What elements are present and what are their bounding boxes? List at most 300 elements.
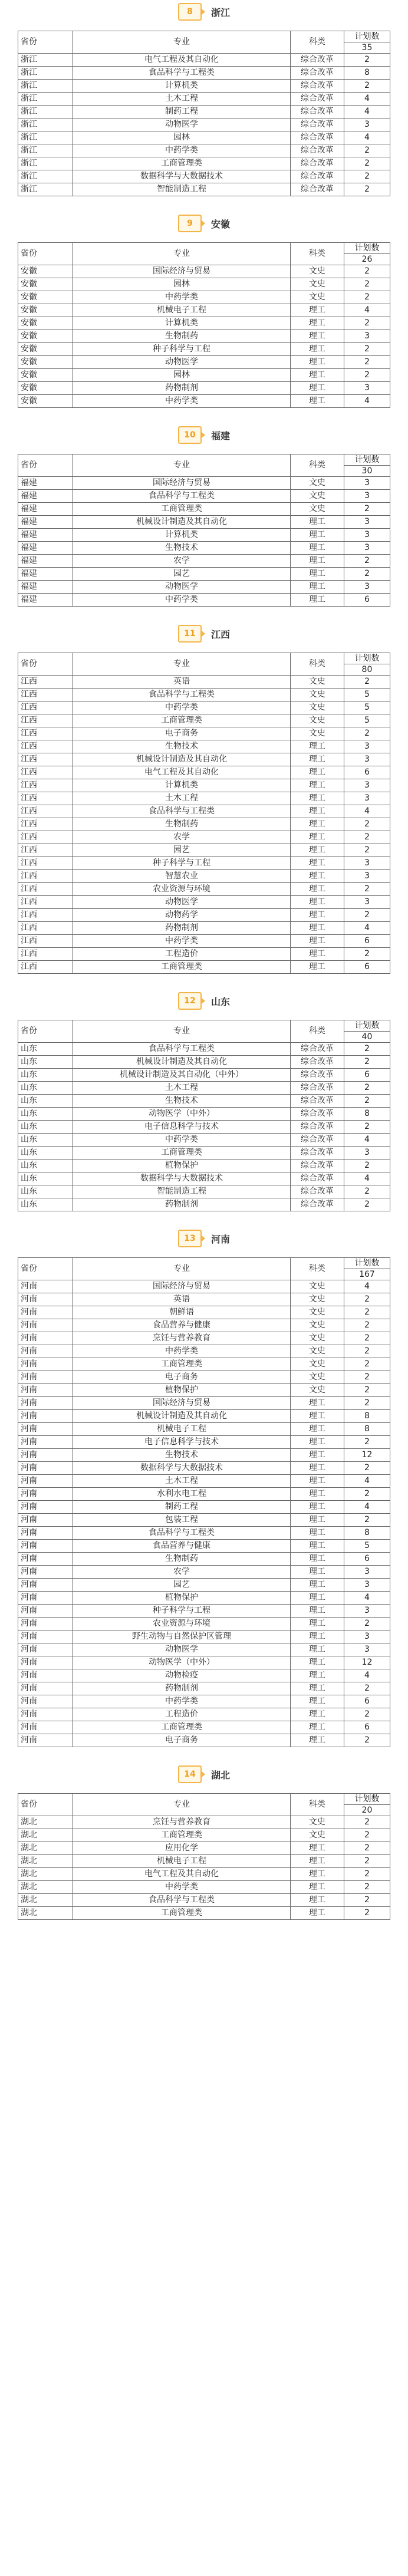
cell-major: 动物医学 <box>73 1643 291 1656</box>
table-row <box>18 93 390 106</box>
cell-plan: 4 <box>344 1134 390 1147</box>
cell-major: 电气工程及其自动化 <box>73 54 291 67</box>
cell-category: 综合改革 <box>290 1159 344 1172</box>
cell-province: 山东 <box>18 1056 73 1069</box>
cell-major: 机械设计制造及其自动化 <box>73 1410 291 1423</box>
cell-plan: 6 <box>344 935 390 948</box>
table-row <box>18 1829 390 1842</box>
cell-province: 河南 <box>18 1605 73 1618</box>
cell-category: 理工 <box>290 317 344 330</box>
cell-category: 理工 <box>290 1462 344 1475</box>
cell-major: 工商管理类 <box>73 714 291 727</box>
cell-plan: 2 <box>344 1734 390 1747</box>
cell-province: 河南 <box>18 1436 73 1449</box>
table-row <box>18 1695 390 1708</box>
cell-major: 机械电子工程 <box>73 304 291 317</box>
table-row <box>18 1319 390 1332</box>
table-row <box>18 369 390 382</box>
cell-category: 理工 <box>290 740 344 753</box>
cell-plan: 2 <box>344 1829 390 1842</box>
cell-province: 河南 <box>18 1293 73 1306</box>
cell-category: 文史 <box>290 503 344 516</box>
cell-category: 理工 <box>290 529 344 542</box>
cell-category: 理工 <box>290 1501 344 1514</box>
cell-major: 烹饪与营养教育 <box>73 1816 291 1829</box>
table-row <box>18 831 390 844</box>
cell-plan: 8 <box>344 67 390 80</box>
cell-province: 湖北 <box>18 1842 73 1855</box>
cell-province: 福建 <box>18 581 73 594</box>
cell-major: 机械设计制造及其自动化 <box>73 516 291 529</box>
cell-major: 土木工程 <box>73 1475 291 1488</box>
cell-category: 文史 <box>290 676 344 689</box>
cell-plan: 4 <box>344 304 390 317</box>
cell-plan: 6 <box>344 594 390 607</box>
cell-category: 理工 <box>290 1656 344 1669</box>
plan-table <box>18 242 390 408</box>
cell-plan: 2 <box>344 1185 390 1198</box>
cell-province: 江西 <box>18 896 73 909</box>
plan-table <box>18 454 390 607</box>
cell-category: 理工 <box>290 1695 344 1708</box>
cell-plan: 2 <box>344 343 390 356</box>
cell-major: 食品科学与工程类 <box>73 67 291 80</box>
cell-category: 理工 <box>290 1592 344 1605</box>
table-row <box>18 516 390 529</box>
cell-category: 理工 <box>290 395 344 408</box>
cell-major: 智能制造工程 <box>73 183 291 196</box>
cell-province: 河南 <box>18 1371 73 1384</box>
cell-category: 理工 <box>290 753 344 766</box>
cell-major: 土木工程 <box>73 1082 291 1095</box>
cell-category: 理工 <box>290 1540 344 1553</box>
table-row <box>18 818 390 831</box>
cell-major: 工程造价 <box>73 948 291 961</box>
table-row <box>18 291 390 304</box>
header-category: 科类 <box>290 31 344 54</box>
cell-major: 食品科学与工程类 <box>73 1527 291 1540</box>
cell-category: 文史 <box>290 701 344 714</box>
cell-province: 江西 <box>18 792 73 805</box>
cell-category: 理工 <box>290 1894 344 1907</box>
cell-category: 综合改革 <box>290 106 344 118</box>
table-row <box>18 1566 390 1579</box>
cell-major: 食品营养与健康 <box>73 1540 291 1553</box>
table-row <box>18 1423 390 1436</box>
table-row <box>18 857 390 870</box>
section-title <box>0 622 408 645</box>
table-row <box>18 1332 390 1345</box>
cell-major: 食品科学与工程类 <box>73 689 291 701</box>
cell-plan: 2 <box>344 265 390 278</box>
table-row <box>18 922 390 935</box>
cell-category: 理工 <box>290 922 344 935</box>
header-plan-label: 计划数 <box>344 1258 390 1269</box>
cell-major: 生物制药 <box>73 818 291 831</box>
cell-category: 理工 <box>290 542 344 555</box>
cell-category: 文史 <box>290 1332 344 1345</box>
cell-plan: 2 <box>344 170 390 183</box>
cell-plan: 3 <box>344 330 390 343</box>
cell-major: 农业资源与环境 <box>73 1618 291 1630</box>
cell-category: 理工 <box>290 382 344 395</box>
table-row <box>18 1043 390 1056</box>
cell-category: 理工 <box>290 330 344 343</box>
cell-province: 山东 <box>18 1121 73 1134</box>
cell-category: 综合改革 <box>290 80 344 93</box>
cell-major: 国际经济与贸易 <box>73 1280 291 1293</box>
cell-plan: 2 <box>344 1319 390 1332</box>
table-row <box>18 67 390 80</box>
cell-major: 食品科学与工程类 <box>73 1043 291 1056</box>
cell-category: 综合改革 <box>290 183 344 196</box>
cell-province: 河南 <box>18 1527 73 1540</box>
table-row <box>18 1514 390 1527</box>
cell-plan: 3 <box>344 477 390 490</box>
cell-plan: 3 <box>344 382 390 395</box>
cell-plan: 4 <box>344 1172 390 1185</box>
header-plan-label: 计划数 <box>344 1020 390 1032</box>
cell-major: 工商管理类 <box>73 1147 291 1159</box>
cell-province: 山东 <box>18 1185 73 1198</box>
cell-plan: 2 <box>344 555 390 568</box>
cell-category: 理工 <box>290 369 344 382</box>
cell-major: 数据科学与大数据技术 <box>73 1172 291 1185</box>
cell-category: 理工 <box>290 1514 344 1527</box>
cell-category: 综合改革 <box>290 118 344 131</box>
cell-plan: 12 <box>344 1449 390 1462</box>
table-row <box>18 1682 390 1695</box>
plan-total: 40 <box>361 1032 373 1042</box>
cell-province: 河南 <box>18 1540 73 1553</box>
table-row <box>18 805 390 818</box>
cell-province: 福建 <box>18 503 73 516</box>
cell-province: 浙江 <box>18 157 73 170</box>
cell-province: 江西 <box>18 831 73 844</box>
cell-category: 文史 <box>290 1280 344 1293</box>
header-plan <box>344 31 390 54</box>
cell-major: 土木工程 <box>73 93 291 106</box>
cell-category: 理工 <box>290 1868 344 1881</box>
cell-plan: 4 <box>344 1592 390 1605</box>
cell-province: 河南 <box>18 1345 73 1358</box>
cell-plan: 2 <box>344 1855 390 1868</box>
cell-major: 中药学类 <box>73 1134 291 1147</box>
cell-plan: 4 <box>344 922 390 935</box>
cell-major: 动物医学 <box>73 581 291 594</box>
cell-plan: 2 <box>344 1306 390 1319</box>
cell-province: 江西 <box>18 753 73 766</box>
cell-plan: 3 <box>344 870 390 883</box>
table-row <box>18 1108 390 1121</box>
cell-province: 山东 <box>18 1172 73 1185</box>
cell-category: 理工 <box>290 831 344 844</box>
cell-major: 中药学类 <box>73 1881 291 1894</box>
section-number-badge: 11 <box>178 625 202 643</box>
cell-category: 文史 <box>290 1293 344 1306</box>
table-row <box>18 1462 390 1475</box>
header-plan-label: 计划数 <box>344 1794 390 1805</box>
section-title <box>0 1763 408 1786</box>
cell-plan: 2 <box>344 1345 390 1358</box>
cell-plan: 2 <box>344 831 390 844</box>
cell-province: 江西 <box>18 766 73 779</box>
cell-province: 河南 <box>18 1397 73 1410</box>
cell-plan: 2 <box>344 1868 390 1881</box>
cell-province: 湖北 <box>18 1816 73 1829</box>
table-row <box>18 1082 390 1095</box>
section-title <box>0 0 408 24</box>
province-section <box>0 423 408 607</box>
cell-province: 河南 <box>18 1630 73 1643</box>
header-province: 省份 <box>18 653 73 676</box>
cell-major: 中药学类 <box>73 144 291 157</box>
section-title <box>0 212 408 235</box>
cell-category: 综合改革 <box>290 93 344 106</box>
cell-province: 江西 <box>18 948 73 961</box>
table-row <box>18 503 390 516</box>
cell-major: 动物医学 <box>73 896 291 909</box>
cell-province: 浙江 <box>18 118 73 131</box>
cell-province: 河南 <box>18 1618 73 1630</box>
cell-province: 河南 <box>18 1280 73 1293</box>
header-category: 科类 <box>290 1020 344 1043</box>
table-row <box>18 948 390 961</box>
section-province-name: 福建 <box>210 430 230 442</box>
table-row <box>18 883 390 896</box>
cell-plan: 2 <box>344 1332 390 1345</box>
table-row <box>18 1669 390 1682</box>
cell-major: 农学 <box>73 1566 291 1579</box>
plan-table <box>18 1020 390 1211</box>
cell-plan: 2 <box>344 1514 390 1527</box>
cell-major: 中药学类 <box>73 1345 291 1358</box>
cell-major: 工商管理类 <box>73 961 291 974</box>
cell-province: 浙江 <box>18 131 73 144</box>
province-section <box>0 1227 408 1747</box>
table-row <box>18 1056 390 1069</box>
cell-plan: 3 <box>344 542 390 555</box>
cell-plan: 2 <box>344 1894 390 1907</box>
cell-plan: 2 <box>344 1436 390 1449</box>
cell-plan: 3 <box>344 779 390 792</box>
cell-major: 园艺 <box>73 568 291 581</box>
cell-category: 综合改革 <box>290 54 344 67</box>
table-row <box>18 676 390 689</box>
cell-province: 安徽 <box>18 265 73 278</box>
cell-plan: 5 <box>344 689 390 701</box>
cell-plan: 2 <box>344 144 390 157</box>
cell-plan: 2 <box>344 503 390 516</box>
table-row <box>18 131 390 144</box>
cell-plan: 3 <box>344 753 390 766</box>
cell-plan: 2 <box>344 1907 390 1920</box>
cell-category: 理工 <box>290 343 344 356</box>
cell-province: 湖北 <box>18 1829 73 1842</box>
table-row <box>18 1488 390 1501</box>
cell-province: 福建 <box>18 568 73 581</box>
province-section <box>0 0 408 196</box>
cell-major: 食品营养与健康 <box>73 1319 291 1332</box>
section-province-name: 湖北 <box>210 1769 230 1781</box>
cell-category: 理工 <box>290 568 344 581</box>
cell-major: 计算机类 <box>73 80 291 93</box>
table-row <box>18 1708 390 1721</box>
cell-major: 工商管理类 <box>73 1721 291 1734</box>
header-plan-label: 计划数 <box>344 454 390 466</box>
table-row <box>18 714 390 727</box>
cell-category: 文史 <box>290 265 344 278</box>
cell-province: 江西 <box>18 883 73 896</box>
cell-major: 土木工程 <box>73 792 291 805</box>
cell-category: 理工 <box>290 594 344 607</box>
table-row <box>18 330 390 343</box>
cell-province: 河南 <box>18 1579 73 1592</box>
cell-major: 电子商务 <box>73 1371 291 1384</box>
header-category: 科类 <box>290 1794 344 1816</box>
cell-province: 江西 <box>18 909 73 922</box>
section-province-name: 河南 <box>210 1233 230 1245</box>
table-row <box>18 1147 390 1159</box>
cell-category: 理工 <box>290 896 344 909</box>
cell-category: 综合改革 <box>290 1043 344 1056</box>
table-row <box>18 689 390 701</box>
table-row <box>18 542 390 555</box>
cell-plan: 5 <box>344 701 390 714</box>
cell-plan: 2 <box>344 291 390 304</box>
cell-major: 国际经济与贸易 <box>73 477 291 490</box>
table-row <box>18 1095 390 1108</box>
cell-province: 山东 <box>18 1108 73 1121</box>
table-row <box>18 727 390 740</box>
table-header-row <box>18 1258 390 1280</box>
cell-major: 种子科学与工程 <box>73 343 291 356</box>
cell-category: 综合改革 <box>290 1108 344 1121</box>
cell-category: 理工 <box>290 1488 344 1501</box>
cell-plan: 8 <box>344 1527 390 1540</box>
header-province: 省份 <box>18 1020 73 1043</box>
cell-plan: 8 <box>344 1410 390 1423</box>
cell-major: 药物制剂 <box>73 1682 291 1695</box>
cell-category: 综合改革 <box>290 1147 344 1159</box>
cell-plan: 3 <box>344 1579 390 1592</box>
cell-province: 河南 <box>18 1682 73 1695</box>
cell-province: 江西 <box>18 714 73 727</box>
table-row <box>18 1894 390 1907</box>
cell-category: 综合改革 <box>290 157 344 170</box>
cell-major: 园林 <box>73 131 291 144</box>
cell-plan: 2 <box>344 1371 390 1384</box>
cell-province: 江西 <box>18 818 73 831</box>
cell-plan: 6 <box>344 1695 390 1708</box>
table-header-row <box>18 1794 390 1816</box>
cell-province: 河南 <box>18 1721 73 1734</box>
table-row <box>18 265 390 278</box>
cell-plan: 2 <box>344 1384 390 1397</box>
cell-plan: 4 <box>344 1669 390 1682</box>
table-row <box>18 1198 390 1211</box>
cell-province: 湖北 <box>18 1868 73 1881</box>
table-row <box>18 1410 390 1423</box>
cell-province: 安徽 <box>18 343 73 356</box>
cell-major: 机械电子工程 <box>73 1423 291 1436</box>
cell-category: 理工 <box>290 555 344 568</box>
cell-province: 河南 <box>18 1734 73 1747</box>
cell-major: 生物技术 <box>73 1449 291 1462</box>
cell-plan: 2 <box>344 1198 390 1211</box>
cell-province: 江西 <box>18 857 73 870</box>
table-row <box>18 1069 390 1082</box>
table-row <box>18 1540 390 1553</box>
plan-table <box>18 1257 390 1747</box>
cell-major: 电气工程及其自动化 <box>73 766 291 779</box>
cell-plan: 2 <box>344 1056 390 1069</box>
header-major: 专业 <box>73 1258 291 1280</box>
cell-major: 应用化学 <box>73 1842 291 1855</box>
cell-category: 理工 <box>290 1669 344 1682</box>
cell-plan: 2 <box>344 1043 390 1056</box>
cell-major: 动物医学 <box>73 118 291 131</box>
cell-province: 江西 <box>18 961 73 974</box>
cell-plan: 4 <box>344 1501 390 1514</box>
cell-province: 河南 <box>18 1358 73 1371</box>
cell-major: 包装工程 <box>73 1514 291 1527</box>
table-row <box>18 701 390 714</box>
cell-province: 湖北 <box>18 1855 73 1868</box>
table-row <box>18 1475 390 1488</box>
cell-plan: 4 <box>344 93 390 106</box>
cell-major: 电子信息科学与技术 <box>73 1121 291 1134</box>
cell-major: 智慧农业 <box>73 870 291 883</box>
cell-major: 工程造价 <box>73 1708 291 1721</box>
table-row <box>18 317 390 330</box>
table-row <box>18 935 390 948</box>
cell-province: 福建 <box>18 594 73 607</box>
cell-plan: 2 <box>344 909 390 922</box>
table-row <box>18 1907 390 1920</box>
table-header-row <box>18 653 390 676</box>
cell-province: 安徽 <box>18 291 73 304</box>
table-header-row <box>18 1020 390 1043</box>
cell-plan: 3 <box>344 118 390 131</box>
cell-plan: 3 <box>344 1147 390 1159</box>
cell-category: 理工 <box>290 1566 344 1579</box>
section-number-badge: 13 <box>178 1230 202 1247</box>
cell-plan: 2 <box>344 1682 390 1695</box>
cell-category: 文史 <box>290 490 344 503</box>
cell-major: 中药学类 <box>73 935 291 948</box>
table-row <box>18 118 390 131</box>
cell-province: 浙江 <box>18 54 73 67</box>
cell-category: 理工 <box>290 1397 344 1410</box>
cell-province: 浙江 <box>18 144 73 157</box>
cell-major: 食品科学与工程类 <box>73 1894 291 1907</box>
cell-category: 理工 <box>290 1410 344 1423</box>
table-row <box>18 792 390 805</box>
section-province-name: 江西 <box>210 628 230 640</box>
cell-plan: 6 <box>344 961 390 974</box>
table-row <box>18 1855 390 1868</box>
cell-province: 河南 <box>18 1695 73 1708</box>
section-number-badge: 14 <box>178 1765 202 1783</box>
cell-plan: 4 <box>344 131 390 144</box>
cell-plan: 2 <box>344 1842 390 1855</box>
cell-plan: 12 <box>344 1656 390 1669</box>
cell-province: 山东 <box>18 1069 73 1082</box>
cell-category: 综合改革 <box>290 144 344 157</box>
cell-category: 综合改革 <box>290 67 344 80</box>
cell-category: 理工 <box>290 581 344 594</box>
